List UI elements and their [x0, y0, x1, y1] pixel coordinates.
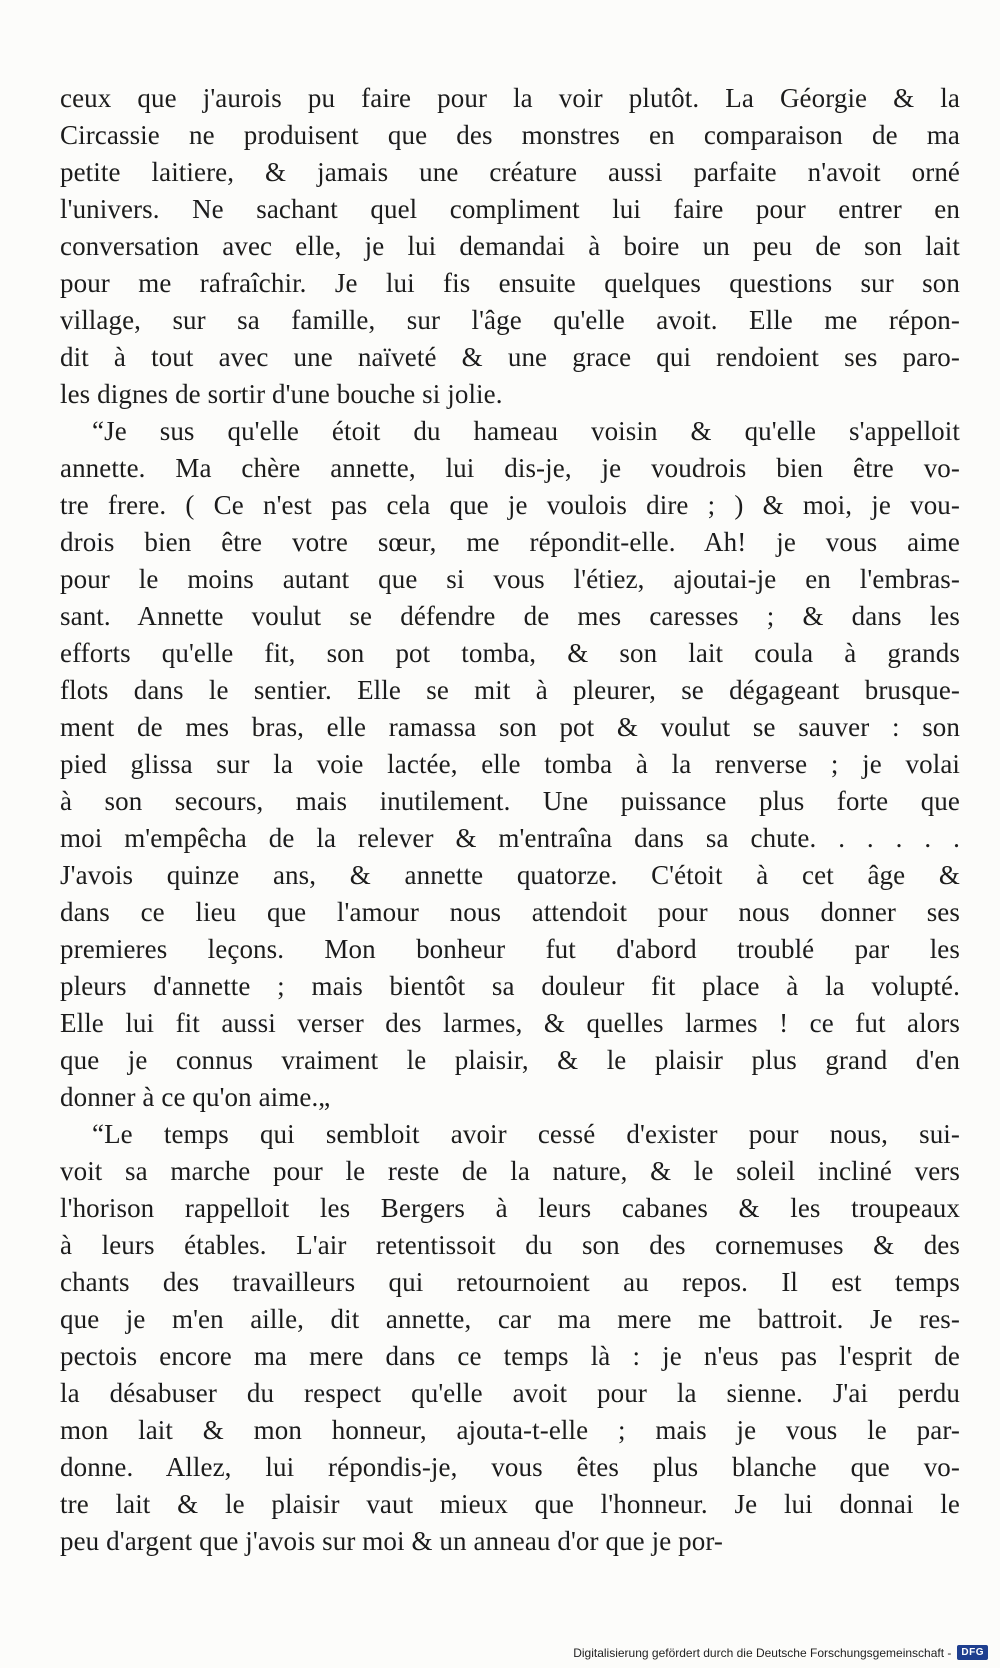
text-line: à son secours, mais inutilement. Une puissance plus forte que	[60, 786, 960, 816]
text-line: voit sa marche pour le reste de la nature, & le soleil incliné vers	[60, 1156, 960, 1186]
text-line: pour le moins autant que si vous l'étiez, ajoutai-je en l'embras-	[60, 564, 960, 594]
text-line: les dignes de sortir d'une bouche si jolie.	[60, 379, 503, 409]
text-line: la désabuser du respect qu'elle avoit pour la sienne. J'ai perdu	[60, 1378, 960, 1408]
text-line: pleurs d'annette ; mais bientôt sa douleur fit place à la volupté.	[60, 971, 960, 1001]
text-line: village, sur sa famille, sur l'âge qu'elle avoit. Elle me répon-	[60, 305, 960, 335]
body-text	[60, 80, 960, 1560]
text-line: donner à ce qu'on aime.„	[60, 1082, 331, 1112]
text-line: pied glissa sur la voie lactée, elle tomba à la renverse ; je volai	[60, 749, 960, 779]
text-line: dit à tout avec une naïveté & une grace qui rendoient ses paro-	[60, 342, 960, 372]
text-line: drois bien être votre sœur, me répondit-elle. Ah! je vous aime	[60, 527, 960, 557]
text-line: peu d'argent que j'avois sur moi & un anneau d'or que je por-	[60, 1526, 723, 1556]
text-line: donne. Allez, lui répondis-je, vous êtes plus blanche que vo-	[60, 1452, 960, 1482]
text-line: premieres leçons. Mon bonheur fut d'abord troublé par les	[60, 934, 960, 964]
text-line: l'horison rappelloit les Bergers à leurs cabanes & les troupeaux	[60, 1193, 960, 1223]
text-line: pour me rafraîchir. Je lui fis ensuite quelques questions sur son	[60, 268, 960, 298]
text-line: tre frere. ( Ce n'est pas cela que je voulois dire ; ) & moi, je vou-	[60, 490, 960, 520]
text-line: conversation avec elle, je lui demandai à boire un peu de son lait	[60, 231, 960, 261]
digitization-footer	[573, 1645, 988, 1660]
text-line: Elle lui fit aussi verser des larmes, & quelles larmes ! ce fut alors	[60, 1008, 960, 1038]
text-line: J'avois quinze ans, & annette quatorze. C'étoit à cet âge &	[60, 860, 960, 890]
text-line: que je m'en aille, dit annette, car ma mere me battroit. Je res-	[60, 1304, 960, 1334]
text-line: dans ce lieu que l'amour nous attendoit pour nous donner ses	[60, 897, 960, 927]
text-line: que je connus vraiment le plaisir, & le plaisir plus grand d'en	[60, 1045, 960, 1075]
text-line: l'univers. Ne sachant quel compliment lui faire pour entrer en	[60, 194, 960, 224]
dfg-logo-icon: DFG	[957, 1645, 988, 1660]
text-line: chants des travailleurs qui retournoient au repos. Il est temps	[60, 1267, 960, 1297]
text-line: “Le temps qui sembloit avoir cessé d'exister pour nous, sui-	[92, 1119, 960, 1149]
text-line: “Je sus qu'elle étoit du hameau voisin & qu'elle s'appelloit	[92, 416, 960, 446]
text-line: tre lait & le plaisir vaut mieux que l'honneur. Je lui donnai le	[60, 1489, 960, 1519]
text-line: ceux que j'aurois pu faire pour la voir plutôt. La Géorgie & la	[60, 83, 960, 113]
footer-credit: Digitalisierung gefördert durch die Deutsche Forschungsgemeinschaft -	[573, 1645, 952, 1660]
text-line: moi m'empêcha de la relever & m'entraîna dans sa chute. . . . . .	[60, 823, 960, 853]
text-line: efforts qu'elle fit, son pot tomba, & son lait coula à grands	[60, 638, 960, 668]
text-line: sant. Annette voulut se défendre de mes caresses ; & dans les	[60, 601, 960, 631]
text-line: flots dans le sentier. Elle se mit à pleurer, se dégageant brusque-	[60, 675, 960, 705]
text-line: pectois encore ma mere dans ce temps là : je n'eus pas l'esprit de	[60, 1341, 960, 1371]
text-line: à leurs étables. L'air retentissoit du son des cornemuses & des	[60, 1230, 960, 1260]
text-line: mon lait & mon honneur, ajouta-t-elle ; mais je vous le par-	[60, 1415, 960, 1445]
text-line: petite laitiere, & jamais une créature aussi parfaite n'avoit orné	[60, 157, 960, 187]
text-line: Circassie ne produisent que des monstres en comparaison de ma	[60, 120, 960, 150]
text-line: annette. Ma chère annette, lui dis-je, je voudrois bien être vo-	[60, 453, 960, 483]
text-line: ment de mes bras, elle ramassa son pot & voulut se sauver : son	[60, 712, 960, 742]
